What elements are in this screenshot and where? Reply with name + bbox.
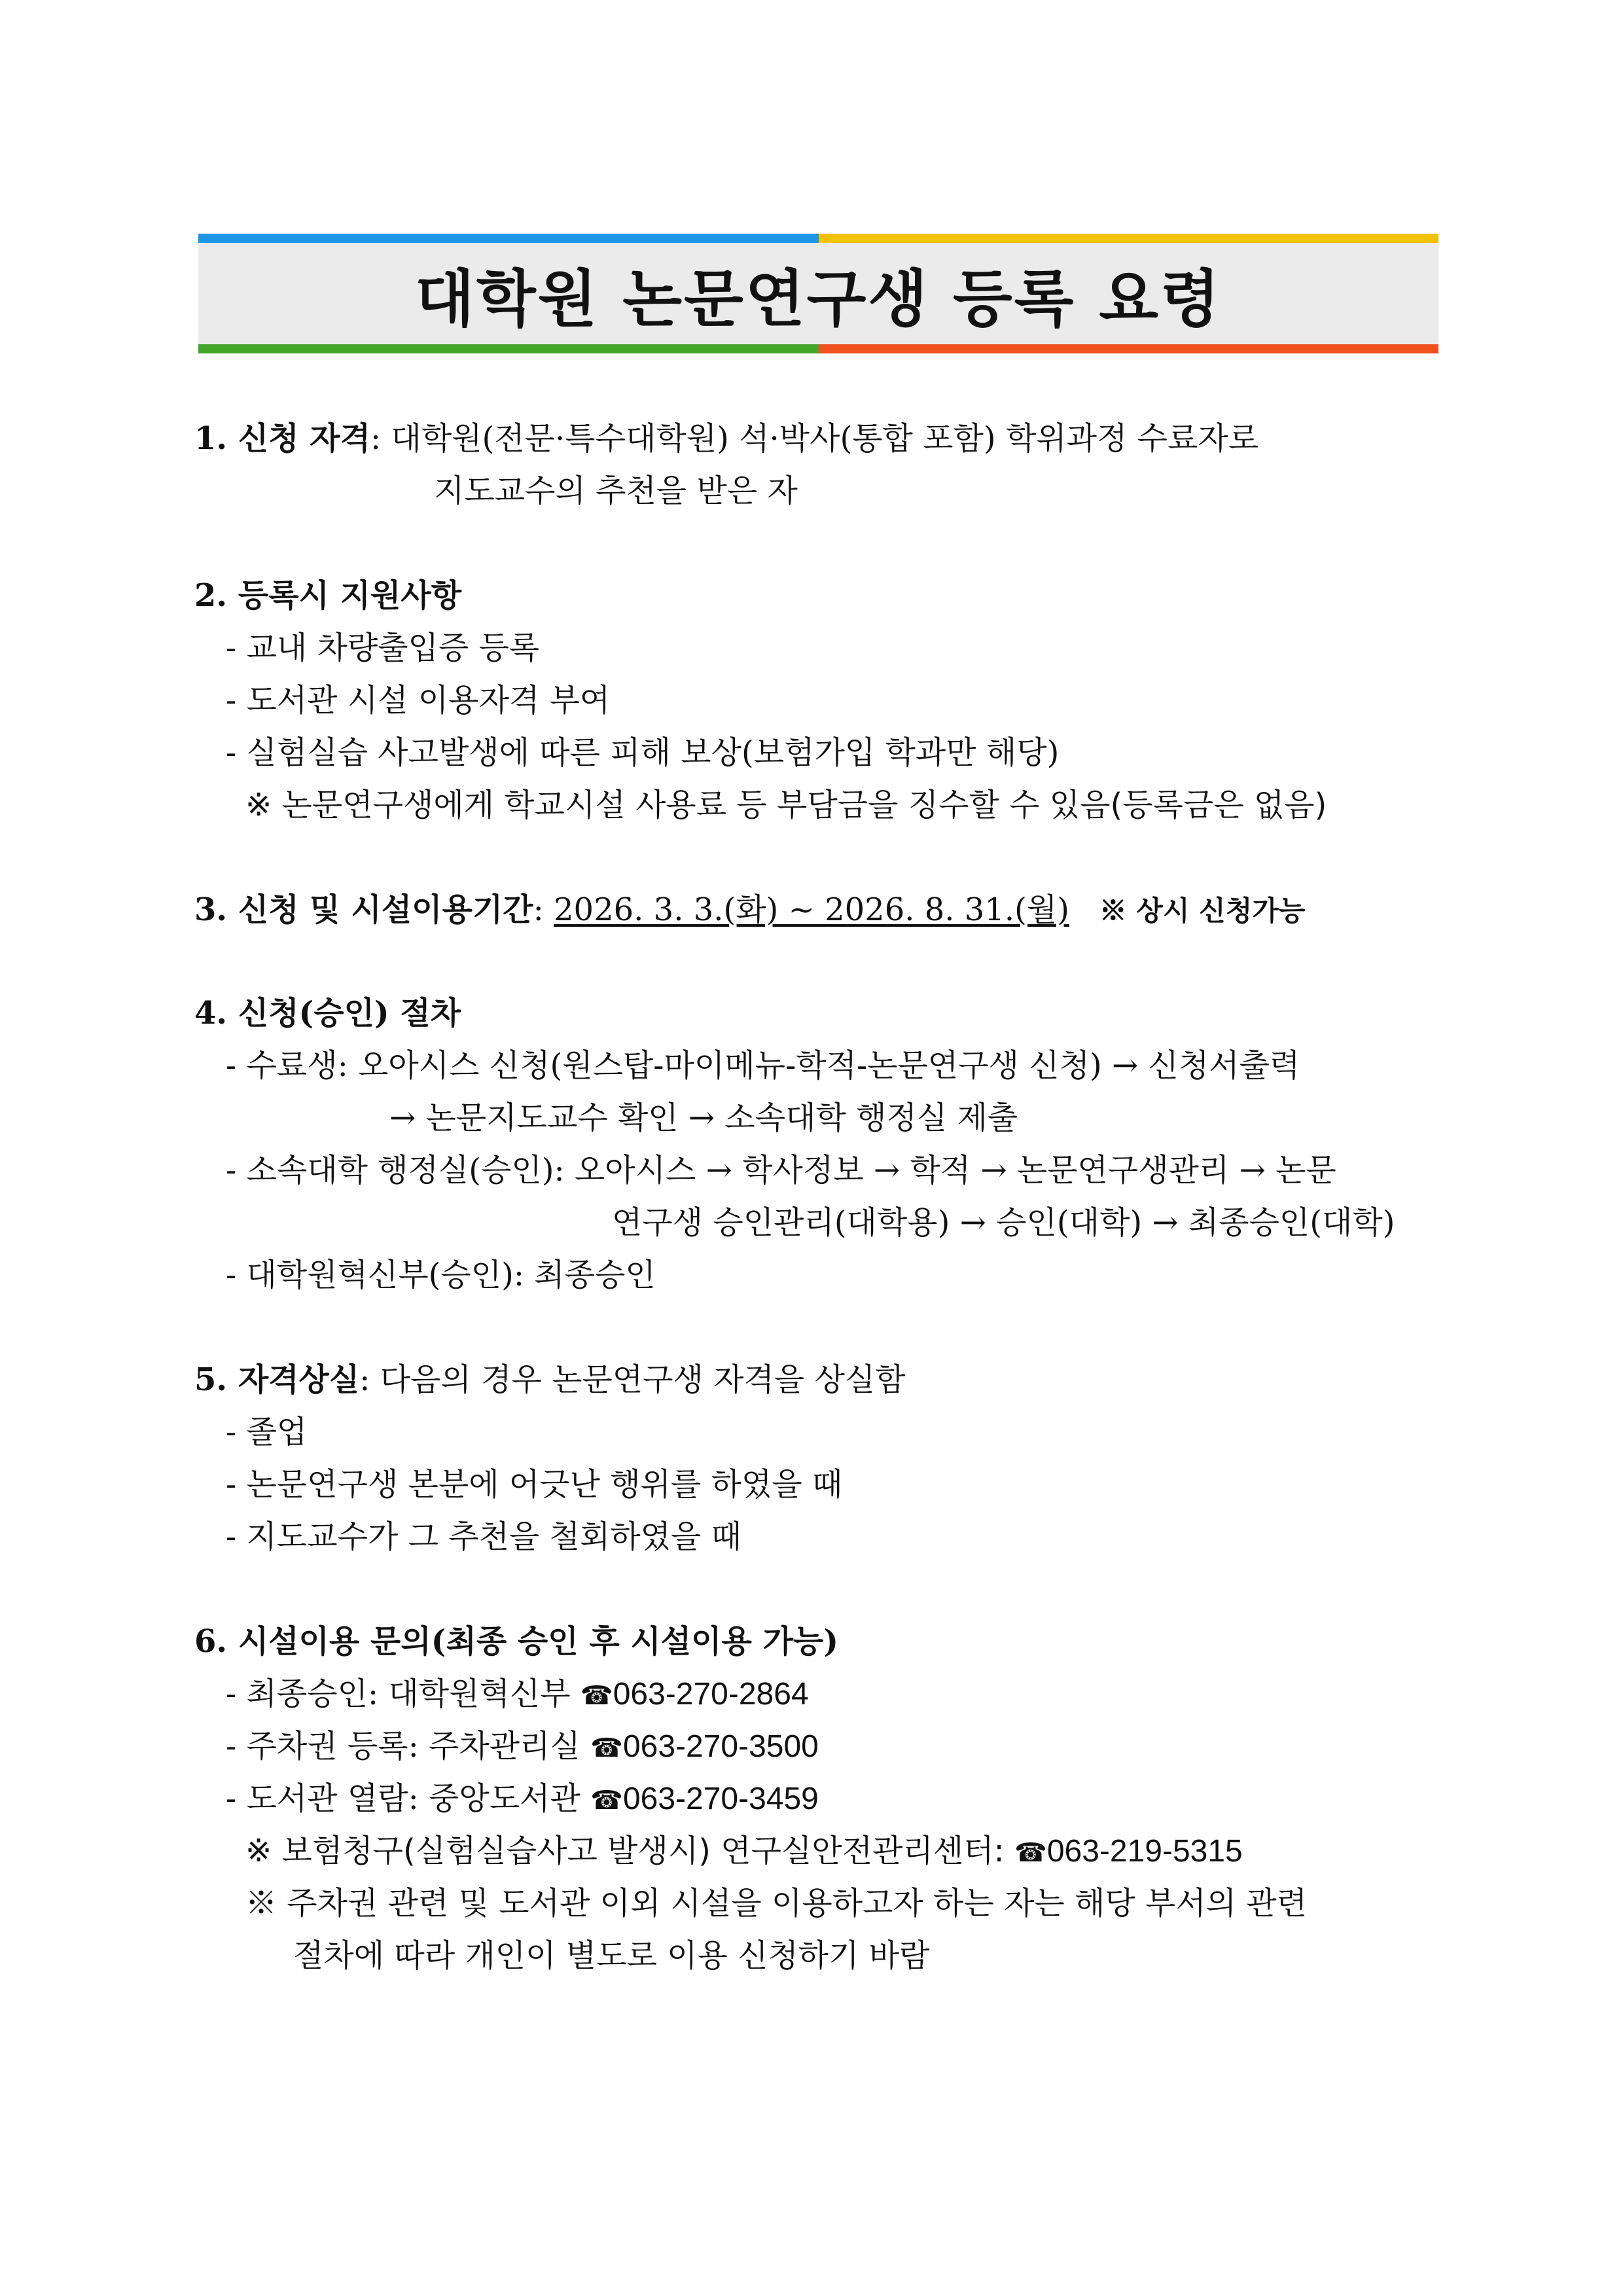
- final-note-line-2: 절차에 따라 개인이 별도로 이용 신청하기 바람: [293, 1937, 930, 1974]
- section-3-heading: 3. 신청 및 시설이용기간: [194, 891, 533, 928]
- section-5-item: - 논문연구생 본분에 어긋난 행위를 하였을 때: [226, 1466, 843, 1503]
- section-2-heading: 2. 등록시 지원사항: [194, 577, 462, 614]
- section-2-note: ※ 논문연구생에게 학교시설 사용료 등 부담금을 징수할 수 있음(등록금은 없음): [245, 787, 1327, 823]
- banner-bar-bottom-left: [198, 344, 819, 353]
- phone-number: 063-270-3500: [622, 1729, 819, 1764]
- section-3-line: [194, 890, 1305, 931]
- phone-icon: ☎: [590, 1733, 623, 1763]
- section-4-line: → 논문지도교수 확인 → 소속대학 행정실 제출: [389, 1100, 1018, 1136]
- section-1-line-1: [194, 419, 1258, 458]
- section-1-text: : 대학원(전문·특수대학원) 석·박사(통합 포함) 학위과정 수료자로: [370, 420, 1259, 457]
- phone-number: 063-219-5315: [1046, 1834, 1243, 1869]
- section-5-item: - 지도교수가 그 추천을 철회하였을 때: [226, 1518, 742, 1555]
- section-4-line: - 대학원혁신부(승인): 최종승인: [226, 1257, 656, 1293]
- section-1-line-2: 지도교수의 추천을 받은 자: [434, 473, 798, 509]
- section-3-note: ※ 상시 신청가능: [1099, 895, 1306, 927]
- banner-bar-bottom-right: [819, 344, 1439, 353]
- section-4-line: 연구생 승인관리(대학용) → 승인(대학) → 최종승인(대학): [612, 1204, 1395, 1241]
- contact-row: - 도서관 열람: 중앙도서관 ☎063-270-3459: [226, 1780, 819, 1817]
- contact-row: - 최종승인: 대학원혁신부 ☎063-270-2864: [226, 1676, 809, 1712]
- phone-icon: ☎: [580, 1681, 613, 1711]
- section-3-colon: :: [533, 891, 554, 928]
- page-title: 대학원 논문연구생 등록 요령: [415, 264, 1222, 335]
- section-4-line: - 소속대학 행정실(승인): 오아시스 → 학사정보 → 학적 → 논문연구생관리 → 논문: [226, 1152, 1336, 1189]
- section-5-heading: 5. 자격상실: [194, 1361, 360, 1398]
- banner-bar-top-right: [819, 234, 1439, 243]
- section-5-line: [194, 1360, 906, 1399]
- section-5-item: - 졸업: [226, 1414, 308, 1450]
- insurance-note: ※ 보험청구(실험실습사고 발생시) 연구실안전관리센터: ☎063-219-5315: [245, 1833, 1243, 1869]
- final-note-line-1: ※ 주차권 관련 및 도서관 이외 시설을 이용하고자 하는 자는 해당 부서의 관련: [245, 1885, 1308, 1922]
- title-banner: [198, 234, 1438, 353]
- section-1-heading: 1. 신청 자격: [194, 420, 371, 457]
- contact-row: - 주차권 등록: 주차관리실 ☎063-270-3500: [226, 1728, 819, 1765]
- section-3-period: 2026. 3. 3.(화) ~ 2026. 8. 31.(월): [554, 891, 1069, 928]
- phone-number: 063-270-2864: [613, 1677, 809, 1712]
- section-4-heading: 4. 신청(승인) 절차: [194, 995, 461, 1031]
- banner-bar-top-left: [198, 234, 819, 243]
- section-2-item: - 실험실습 사고발생에 따른 피해 보상(보험가입 학과만 해당): [226, 734, 1060, 771]
- section-2-item: - 도서관 시설 이용자격 부여: [226, 682, 611, 719]
- section-6-heading: 6. 시설이용 문의(최종 승인 후 시설이용 가능): [194, 1623, 839, 1660]
- phone-icon: ☎: [590, 1785, 623, 1816]
- section-4-line: - 수료생: 오아시스 신청(원스탑-마이메뉴-학적-논문연구생 신청) → 신청서출력: [226, 1047, 1300, 1084]
- phone-icon: ☎: [1014, 1838, 1047, 1868]
- section-5-desc: : 다음의 경우 논문연구생 자격을 상실함: [359, 1361, 906, 1398]
- section-2-item: - 교내 차량출입증 등록: [226, 630, 540, 666]
- phone-number: 063-270-3459: [622, 1782, 819, 1816]
